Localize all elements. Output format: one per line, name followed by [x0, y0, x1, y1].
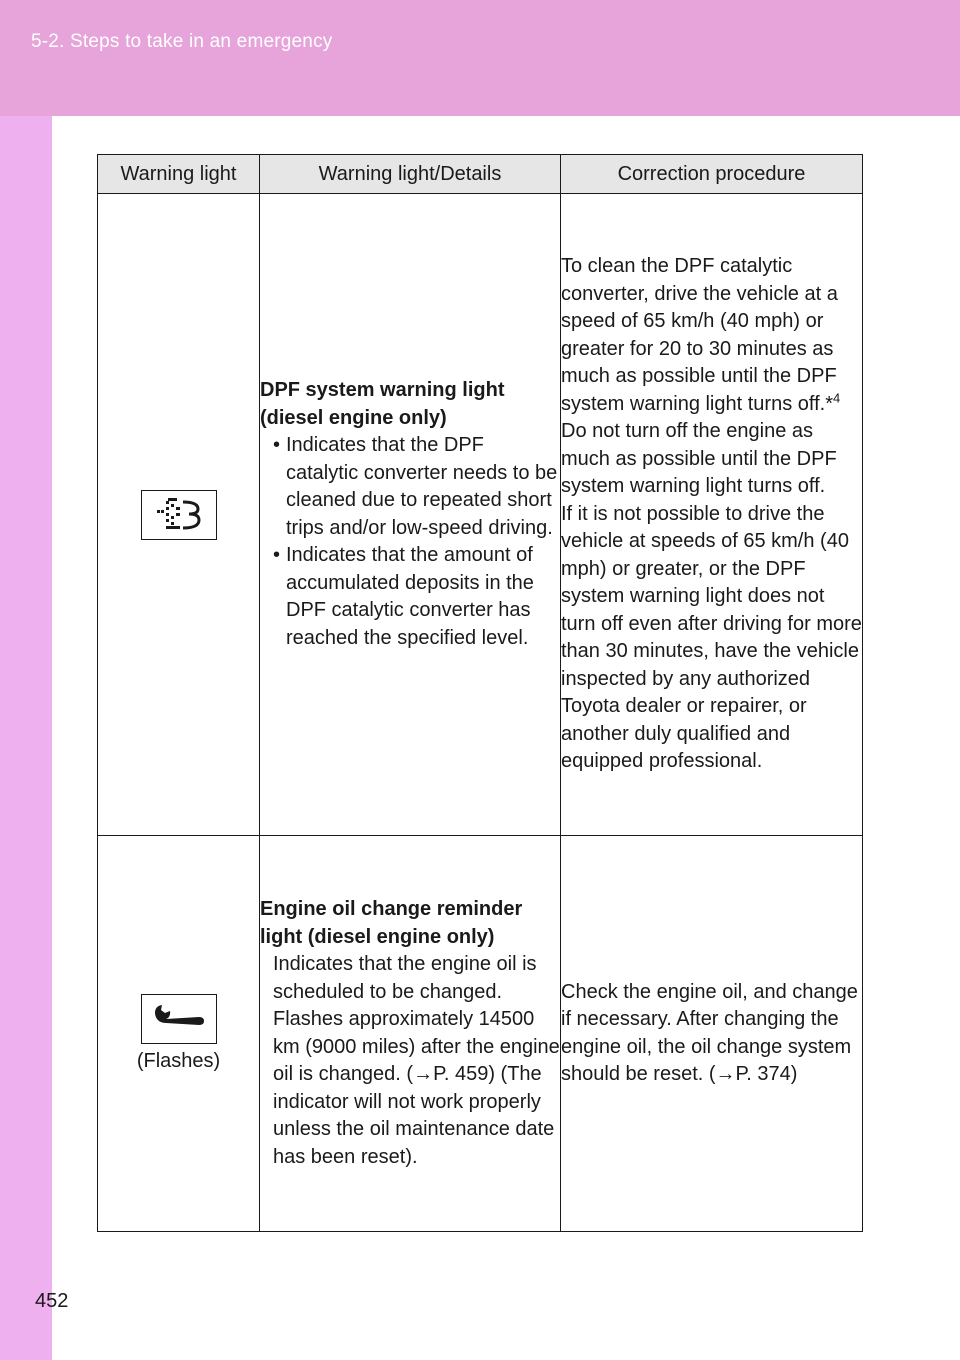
oil-change-light-title: Engine oil change reminder light (diesel engine only)	[260, 898, 523, 948]
dpf-procedure-part2: Do not turn off the engine as much as possible until the DPF system warning light turns off.	[561, 420, 837, 498]
details-cell	[260, 194, 561, 836]
warning-light-cell	[98, 836, 260, 1232]
side-tab	[0, 116, 52, 1360]
oil-change-detail-part2: Flashes approximately 14500 km (9000 miles) after the engine oil is changed. (→P. 459) (The indicator will not work properly unless the oil maintenance date has been reset).	[273, 1008, 560, 1168]
column-header-details: Warning light/Details	[260, 155, 561, 194]
dpf-procedure-part1: To clean the DPF catalytic converter, drive the vehicle at a speed of 65 km/h (40 mph) or greater for 20 to 30 minutes as much as possible until the DPF system warning light turns off.*$^4$	[561, 255, 841, 415]
table-row-dpf	[98, 194, 863, 836]
table-header-row	[98, 155, 863, 194]
page-number: 452	[35, 1290, 69, 1312]
flashes-caption: (Flashes)	[136, 1050, 221, 1072]
list-item: • Indicates that the amount of accumulated deposits in the DPF catalytic converter has reached the specified level.	[260, 542, 560, 652]
oil-change-procedure: Check the engine oil, and change if necessary. After changing the engine oil, the oil change system should be reset. (→P. 374)	[561, 980, 858, 1085]
dpf-procedure-part3: If it is not possible to drive the vehicle at speeds of 65 km/h (40 mph) or greater, or the DPF system warning light does not turn off even after driving for more than 30 minutes, have the vehicle inspected by any authorized Toyota dealer or repairer, or another duly qualified and equipped professional.	[561, 502, 862, 773]
list-item: • Indicates that the DPF catalytic converter needs to be cleaned due to repeated short trips and/or low-speed driving.	[260, 432, 560, 542]
oil-change-detail-part1: Indicates that the engine oil is scheduled to be changed.	[273, 953, 537, 1003]
warning-light-table	[97, 154, 863, 1232]
column-header-warning-light: Warning light	[98, 155, 260, 194]
details-cell	[260, 836, 561, 1232]
section-header	[0, 0, 960, 116]
dpf-light-title: DPF system warning light (diesel engine only)	[260, 379, 505, 429]
dpf-details-list	[260, 432, 560, 652]
correction-cell	[561, 836, 863, 1232]
wrench-icon	[141, 994, 217, 1044]
dpf-system-warning-icon	[141, 490, 217, 540]
section-title: 5-2. Steps to take in an emergency	[31, 31, 333, 52]
column-header-correction: Correction procedure	[561, 155, 863, 194]
correction-cell	[561, 194, 863, 836]
table-row-oil-change	[98, 836, 863, 1232]
warning-light-cell	[98, 194, 260, 836]
footnote-marker: 4	[832, 390, 841, 406]
